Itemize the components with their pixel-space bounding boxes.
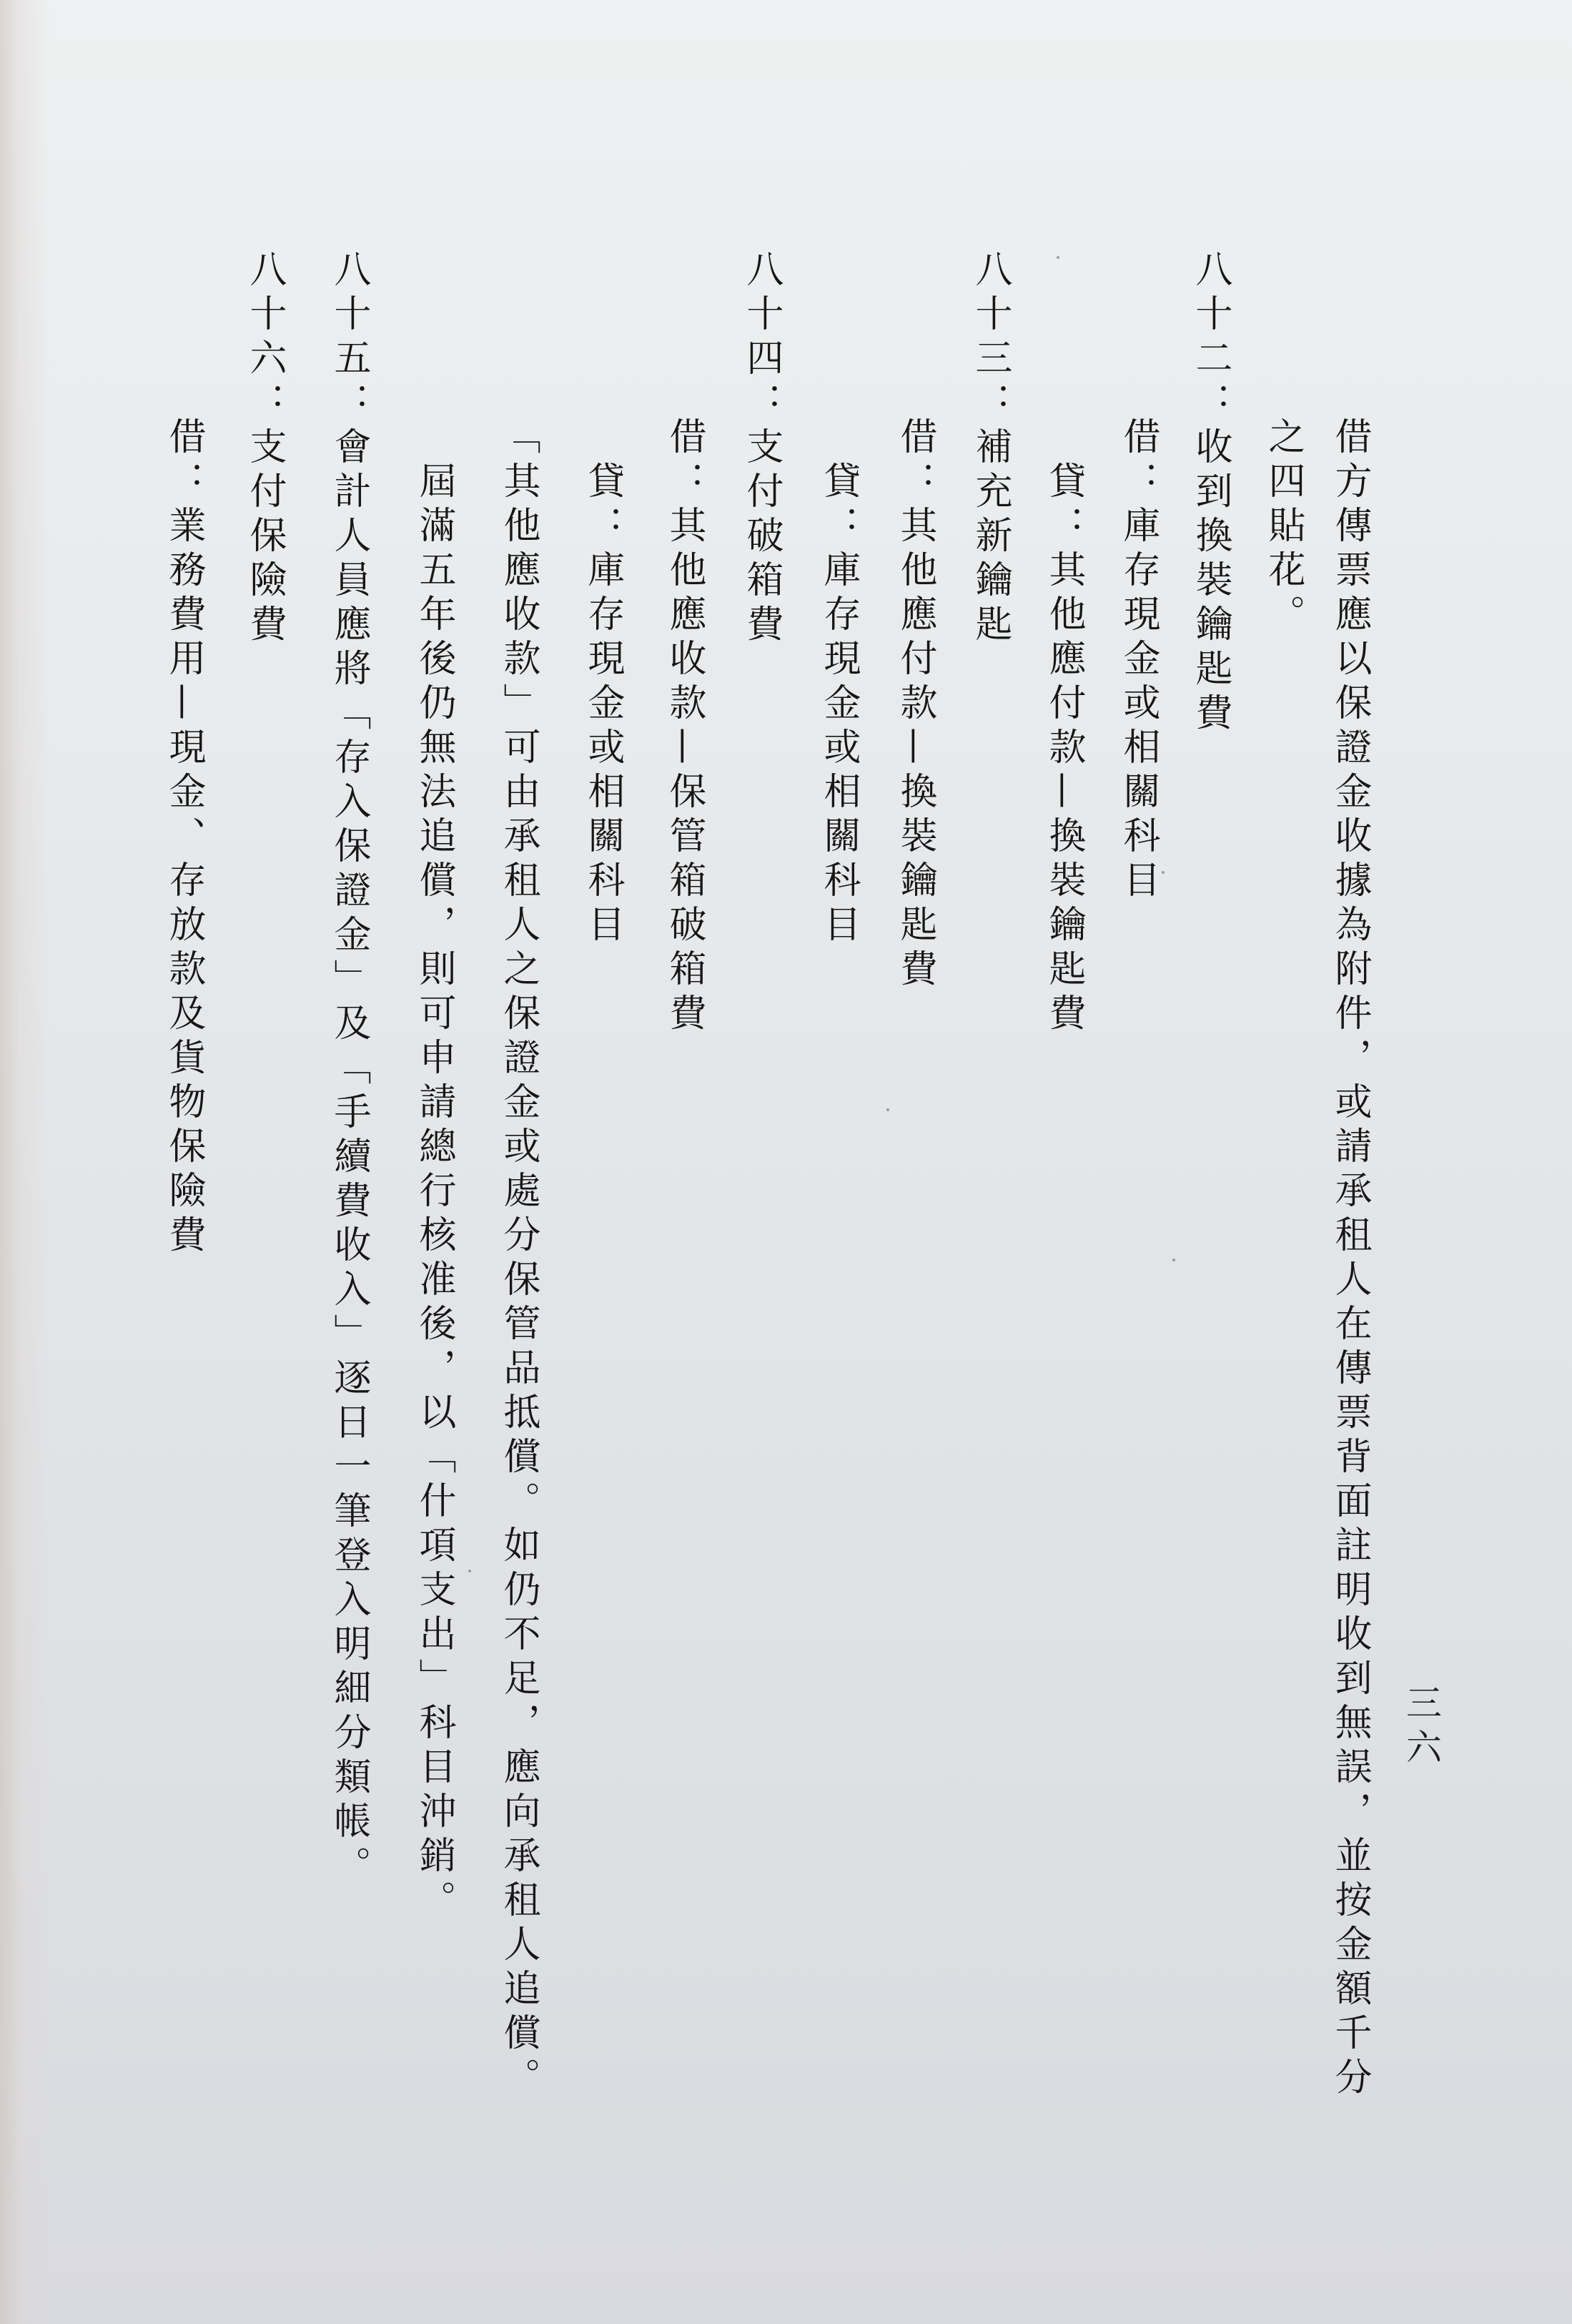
section-82-credit-entry: 貸：其他應付款—換裝鑰匙費 [1042, 461, 1085, 1038]
continuation-line-2: 之四貼花。 [1262, 417, 1305, 639]
section-83-heading: 八十三：補充新鑰匙 [969, 250, 1012, 649]
scan-speck [886, 1108, 889, 1111]
scan-speck [1172, 1259, 1175, 1261]
section-83-credit-entry: 貸：庫存現金或相關科目 [817, 461, 860, 949]
section-82-debit-entry: 借：庫存現金或相關科目 [1117, 417, 1160, 905]
scan-speck [468, 1570, 471, 1572]
section-85-heading: 八十五：會計人員應將「存入保證金」及「手續費收入」逐日一筆登入明細分類帳。 [327, 250, 370, 1890]
section-84-note-2: 屆滿五年後仍無法追償，則可申請總行核准後，以「什項支出」科目沖銷。 [412, 461, 455, 1924]
scan-speck [1057, 256, 1059, 259]
section-83-debit-entry: 借：其他應付款—換裝鑰匙費 [894, 417, 936, 993]
page-number: 三六 [1400, 1684, 1442, 1773]
continuation-line-1: 借方傳票應以保證金收據為附件，或請承租人在傳票背面註明收到無誤，並按金額千分 [1328, 417, 1371, 2102]
section-86-heading: 八十六：支付保險費 [243, 250, 286, 649]
section-84-debit-entry: 借：其他應收款—保管箱破箱費 [663, 417, 706, 1038]
section-82-heading: 八十二：收到換裝鑰匙費 [1189, 250, 1232, 737]
section-84-heading: 八十四：支付破箱費 [740, 250, 783, 649]
section-84-credit-entry: 貸：庫存現金或相關科目 [581, 461, 624, 949]
section-86-debit-entry: 借：業務費用—現金、存放款及貨物保險費 [162, 417, 205, 1259]
section-84-note-1: 「其他應收款」可由承租人之保證金或處分保管品抵償。如仍不足，應向承租人追償。 [497, 417, 540, 2102]
scan-speck [1162, 871, 1165, 874]
